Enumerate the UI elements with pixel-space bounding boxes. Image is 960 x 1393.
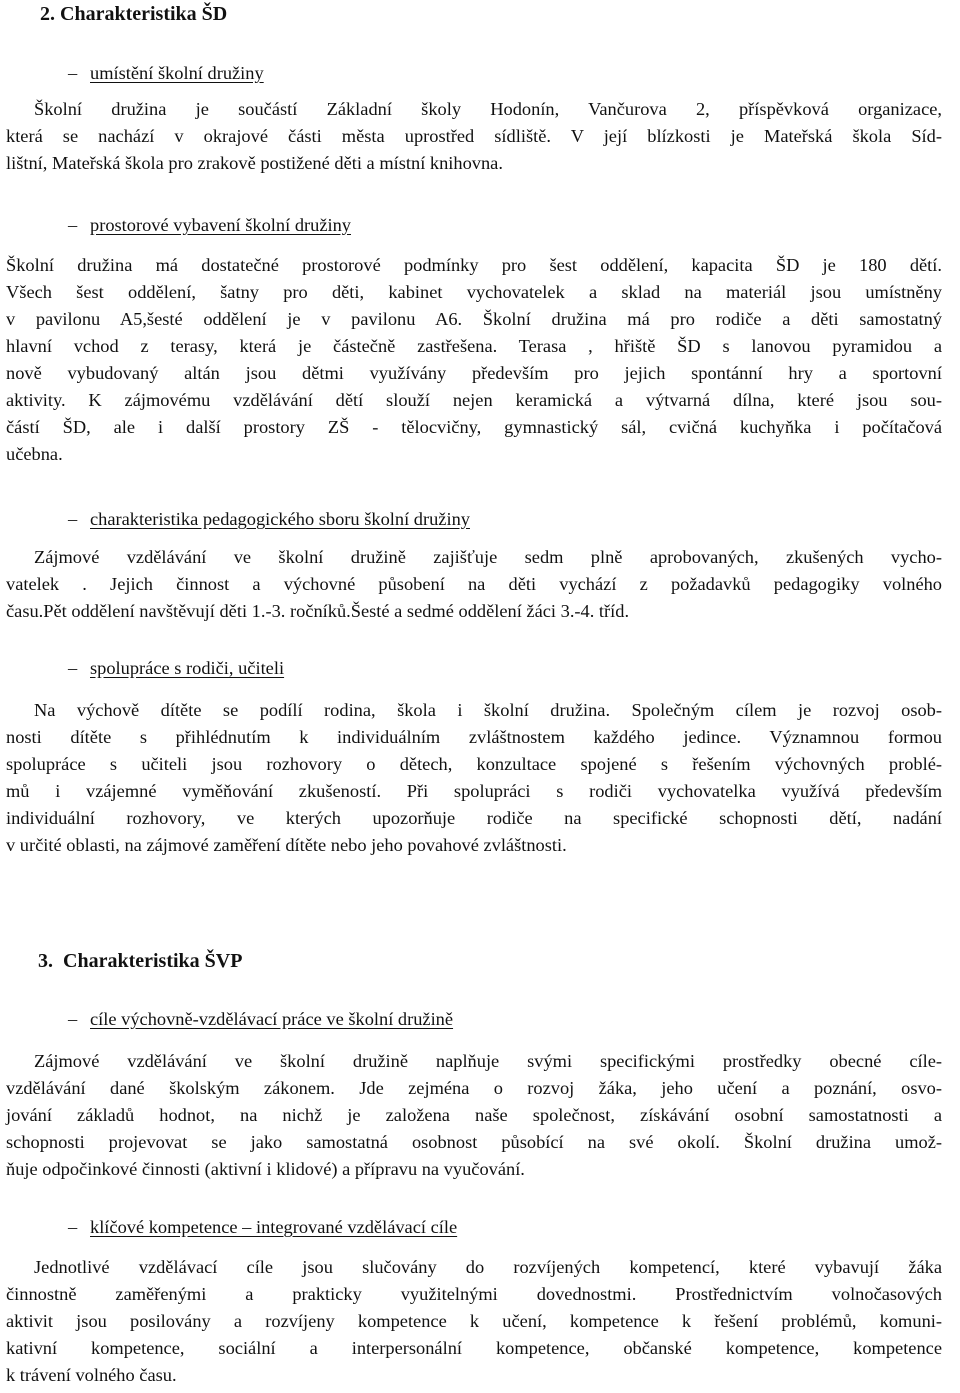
- text-line: Na výchově dítěte se podílí rodina, škola i školní družina. Společným cílem je rozvoj osob-: [34, 700, 942, 720]
- subsection-heading: [68, 1007, 453, 1031]
- subsection-label: cíle výchovně-vzdělávací práce ve školní družině: [90, 1009, 454, 1029]
- paragraph: [6, 544, 942, 625]
- text-line: ňuje odpočinkové činnosti (aktivní i klidové) a přípravu na vyučování.: [6, 1159, 525, 1179]
- subsection-label: klíčové kompetence – integrované vzdělávací cíle: [90, 1217, 458, 1237]
- section-3-heading: [38, 948, 242, 974]
- text-line: vatelek . Jejich činnost a výchovné působení na děti vychází z požadavků pedagogiky volného: [6, 574, 942, 594]
- subsection-heading: [68, 213, 351, 237]
- text-line: lištní, Mateřská škola pro zrakově postižené děti a místní knihovna.: [6, 153, 503, 173]
- subsection-heading: [68, 656, 284, 680]
- dash: –: [68, 215, 78, 235]
- text-line: Jednotlivé vzdělávací cíle jsou slučovány do rozvíjených kompetencí, které vybavují žáka: [34, 1257, 942, 1277]
- paragraph: [6, 1048, 942, 1183]
- subsection-label: umístění školní družiny: [90, 63, 264, 83]
- text-line: individuální rozhovory, ve kterých upozorňuje rodiče na specifické schopnosti dětí, nadání: [6, 808, 942, 828]
- section-title: Charakteristika ŠD: [60, 3, 228, 25]
- text-line: hlavní vchod z terasy, která je částečně zastřešena. Terasa , hřiště ŠD s lanovou pyramidou a: [6, 336, 942, 356]
- text-line: která se nachází v okrajové části města uprostřed sídliště. V její blízkosti je Mateřská škola Síd-: [6, 126, 942, 146]
- text-line: spolupráce s učiteli jsou rozhovory o dětech, konzultace spojené s řešením výchovných problé-: [6, 754, 942, 774]
- text-line: v pavilonu A5,šesté oddělení je v pavilonu A6. Školní družina má pro rodiče a děti samostatný: [6, 309, 942, 329]
- text-line: Zájmové vzdělávání ve školní družině naplňuje svými specifickými prostředky obecné cíle-: [34, 1051, 942, 1071]
- subsection-heading: [68, 1215, 457, 1239]
- section-title: Charakteristika ŠVP: [63, 950, 243, 972]
- text-line: aktivit jsou posilovány a rozvíjeny kompetence k učení, kompetence k řešení problémů, komuni-: [6, 1311, 942, 1331]
- text-line: k trávení volného času.: [6, 1365, 177, 1385]
- text-line: nosti dítěte s přihlédnutím k individuálním zvláštnostem každého jedince. Významnou formou: [6, 727, 942, 747]
- subsection-heading: [68, 507, 470, 531]
- text-line: nově vybudovaný altán jsou dětmi využívány především pro jejich spontánní hry a sportovní: [6, 363, 942, 383]
- subsection-label: spolupráce s rodiči, učiteli: [90, 658, 285, 678]
- text-line: času.Pět oddělení navštěvují děti 1.-3. ročníků.Šesté a sedmé oddělení žáci 3.-4. tříd.: [6, 601, 630, 621]
- subsection-label: charakteristika pedagogického sboru školní družiny: [90, 509, 470, 529]
- dash: –: [68, 1009, 78, 1029]
- paragraph: [6, 697, 942, 859]
- text-line: v určité oblasti, na zájmové zaměření dítěte nebo jeho povahové zvláštnosti.: [6, 835, 567, 855]
- subsection-heading: [68, 61, 264, 85]
- paragraph: [6, 252, 942, 468]
- text-line: Školní družina má dostatečné prostorové podmínky pro šest oddělení, kapacita ŠD je 180 dětí.: [6, 255, 942, 275]
- section-2-heading: [40, 1, 227, 27]
- dash: –: [68, 509, 78, 529]
- text-line: Všech šest oddělení, šatny pro děti, kabinet vychovatelek a sklad na materiál jsou umístněny: [6, 282, 942, 302]
- text-line: činnostně zaměřenými a prakticky využitelnými dovednostmi. Prostřednictvím volnočasových: [6, 1284, 942, 1304]
- text-line: vzdělávání dané školským zákonem. Jde zejména o rozvoj žáka, jeho učení a poznání, osvo-: [6, 1078, 942, 1098]
- text-line: kativní kompetence, sociální a interpersonální kompetence, občanské kompetence, kompetence: [6, 1338, 942, 1358]
- text-line: Školní družina je součástí Základní školy Hodonín, Vančurova 2, příspěvková organizace,: [34, 99, 942, 119]
- text-line: Zájmové vzdělávání ve školní družině zajišťuje sedm plně aprobovaných, zkušených vycho-: [34, 547, 942, 567]
- dash: –: [68, 658, 78, 678]
- paragraph: [6, 1254, 942, 1389]
- subsection-label: prostorové vybavení školní družiny: [90, 215, 351, 235]
- text-line: částí ŠD, ale i další prostory ZŠ - tělocvičny, gymnastický sál, cvičná kuchyňka i počítačová: [6, 417, 942, 437]
- dash: –: [68, 1217, 78, 1237]
- text-line: jování základů hodnot, na nichž je založena naše společnost, získávání osobní samostatnosti a: [6, 1105, 942, 1125]
- paragraph: [6, 96, 942, 177]
- text-line: mů i vzájemné vyměňování zkušeností. Při spolupráci s rodiči vychovatelka využívá především: [6, 781, 942, 801]
- text-line: schopnosti projevovat se jako samostatná osobnost působící na své okolí. Školní družina umož-: [6, 1132, 942, 1152]
- section-number: 2.: [40, 3, 55, 25]
- text-line: aktivity. K zájmovému vzdělávání dětí slouží nejen keramická a výtvarná dílna, které jsou sou-: [6, 390, 942, 410]
- dash: –: [68, 63, 78, 83]
- section-number: 3.: [38, 950, 53, 972]
- text-line: učebna.: [6, 444, 63, 464]
